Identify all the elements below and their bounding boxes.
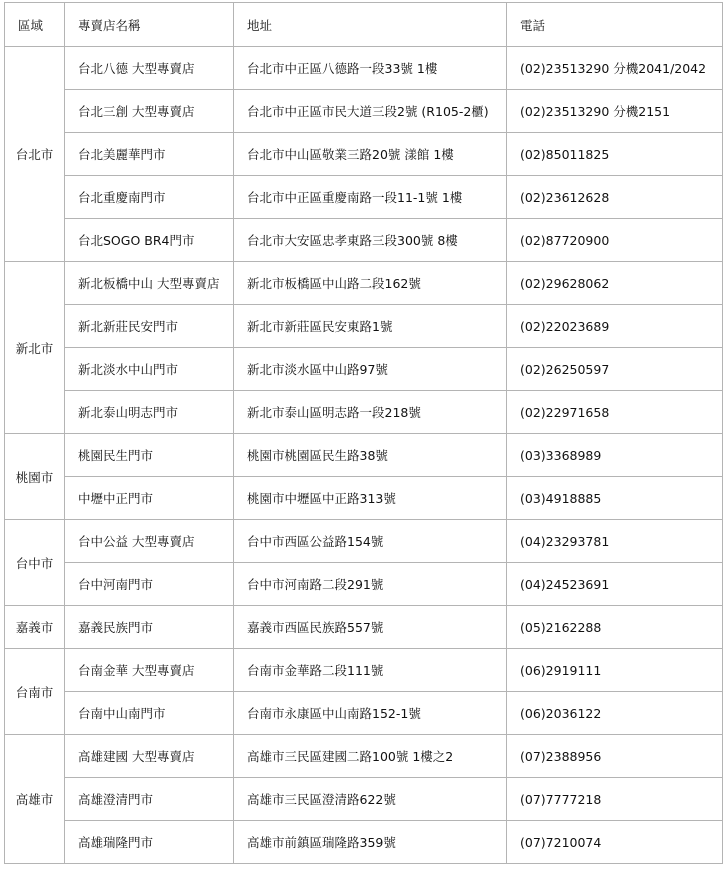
header-phone: 電話	[507, 3, 723, 47]
table-row	[5, 649, 723, 692]
table-body	[5, 47, 723, 864]
store-name-cell: 高雄建國 大型專賣店	[65, 735, 234, 778]
store-name-cell: 台南中山南門市	[65, 692, 234, 735]
store-name-cell: 高雄澄清門市	[65, 778, 234, 821]
region-cell: 台北市	[5, 47, 65, 262]
store-name-cell: 台北美麗華門市	[65, 133, 234, 176]
store-name-cell: 台中公益 大型專賣店	[65, 520, 234, 563]
phone-cell: (04)24523691	[507, 563, 723, 606]
phone-cell: (02)26250597	[507, 348, 723, 391]
table-row	[5, 176, 723, 219]
store-name-cell: 台北重慶南門市	[65, 176, 234, 219]
phone-cell: (02)29628062	[507, 262, 723, 305]
phone-cell: (06)2919111	[507, 649, 723, 692]
phone-cell: (04)23293781	[507, 520, 723, 563]
address-cell: 新北市淡水區中山路97號	[234, 348, 507, 391]
phone-cell: (02)22971658	[507, 391, 723, 434]
table-row	[5, 520, 723, 563]
table-row	[5, 563, 723, 606]
table-header	[5, 3, 723, 47]
address-cell: 高雄市三民區澄清路622號	[234, 778, 507, 821]
address-cell: 桃園市中壢區中正路313號	[234, 477, 507, 520]
store-name-cell: 新北新莊民安門市	[65, 305, 234, 348]
header-row	[5, 3, 723, 47]
table-row	[5, 778, 723, 821]
table-row	[5, 434, 723, 477]
address-cell: 台北市中山區敬業三路20號 漾館 1樓	[234, 133, 507, 176]
store-name-cell: 台北八德 大型專賣店	[65, 47, 234, 90]
phone-cell: (07)7210074	[507, 821, 723, 864]
region-cell: 台中市	[5, 520, 65, 606]
table-row	[5, 477, 723, 520]
table-row	[5, 262, 723, 305]
store-name-cell: 台南金華 大型專賣店	[65, 649, 234, 692]
phone-cell: (02)23612628	[507, 176, 723, 219]
phone-cell: (03)4918885	[507, 477, 723, 520]
phone-cell: (05)2162288	[507, 606, 723, 649]
table-row	[5, 606, 723, 649]
region-cell: 高雄市	[5, 735, 65, 864]
store-name-cell: 新北板橋中山 大型專賣店	[65, 262, 234, 305]
table-row	[5, 133, 723, 176]
address-cell: 台中市河南路二段291號	[234, 563, 507, 606]
region-cell: 台南市	[5, 649, 65, 735]
address-cell: 台北市中正區市民大道三段2號 (R105-2櫃)	[234, 90, 507, 133]
store-name-cell: 嘉義民族門市	[65, 606, 234, 649]
address-cell: 新北市新莊區民安東路1號	[234, 305, 507, 348]
table-row	[5, 90, 723, 133]
store-list-table	[4, 2, 723, 864]
table-row	[5, 47, 723, 90]
phone-cell: (02)23513290 分機2041/2042	[507, 47, 723, 90]
table-row	[5, 692, 723, 735]
phone-cell: (02)22023689	[507, 305, 723, 348]
address-cell: 台北市中正區八德路一段33號 1樓	[234, 47, 507, 90]
phone-cell: (02)23513290 分機2151	[507, 90, 723, 133]
store-name-cell: 新北淡水中山門市	[65, 348, 234, 391]
address-cell: 台北市中正區重慶南路一段11-1號 1樓	[234, 176, 507, 219]
address-cell: 嘉義市西區民族路557號	[234, 606, 507, 649]
phone-cell: (07)7777218	[507, 778, 723, 821]
address-cell: 台南市永康區中山南路152-1號	[234, 692, 507, 735]
table-row	[5, 735, 723, 778]
region-cell: 桃園市	[5, 434, 65, 520]
address-cell: 高雄市前鎮區瑞隆路359號	[234, 821, 507, 864]
region-cell: 嘉義市	[5, 606, 65, 649]
store-name-cell: 桃園民生門市	[65, 434, 234, 477]
address-cell: 台南市金華路二段111號	[234, 649, 507, 692]
table-row	[5, 219, 723, 262]
address-cell: 台中市西區公益路154號	[234, 520, 507, 563]
table-row	[5, 821, 723, 864]
store-name-cell: 台北SOGO BR4門市	[65, 219, 234, 262]
address-cell: 台北市大安區忠孝東路三段300號 8樓	[234, 219, 507, 262]
phone-cell: (03)3368989	[507, 434, 723, 477]
table-row	[5, 348, 723, 391]
address-cell: 桃園市桃園區民生路38號	[234, 434, 507, 477]
phone-cell: (06)2036122	[507, 692, 723, 735]
header-address: 地址	[234, 3, 507, 47]
phone-cell: (07)2388956	[507, 735, 723, 778]
phone-cell: (02)87720900	[507, 219, 723, 262]
store-name-cell: 新北泰山明志門市	[65, 391, 234, 434]
store-name-cell: 台北三創 大型專賣店	[65, 90, 234, 133]
store-name-cell: 中壢中正門市	[65, 477, 234, 520]
store-name-cell: 台中河南門市	[65, 563, 234, 606]
phone-cell: (02)85011825	[507, 133, 723, 176]
table-row	[5, 305, 723, 348]
address-cell: 新北市泰山區明志路一段218號	[234, 391, 507, 434]
region-cell: 新北市	[5, 262, 65, 434]
header-region: 區域	[5, 3, 65, 47]
address-cell: 高雄市三民區建國二路100號 1樓之2	[234, 735, 507, 778]
store-name-cell: 高雄瑞隆門市	[65, 821, 234, 864]
header-store-name: 專賣店名稱	[65, 3, 234, 47]
table-row	[5, 391, 723, 434]
address-cell: 新北市板橋區中山路二段162號	[234, 262, 507, 305]
